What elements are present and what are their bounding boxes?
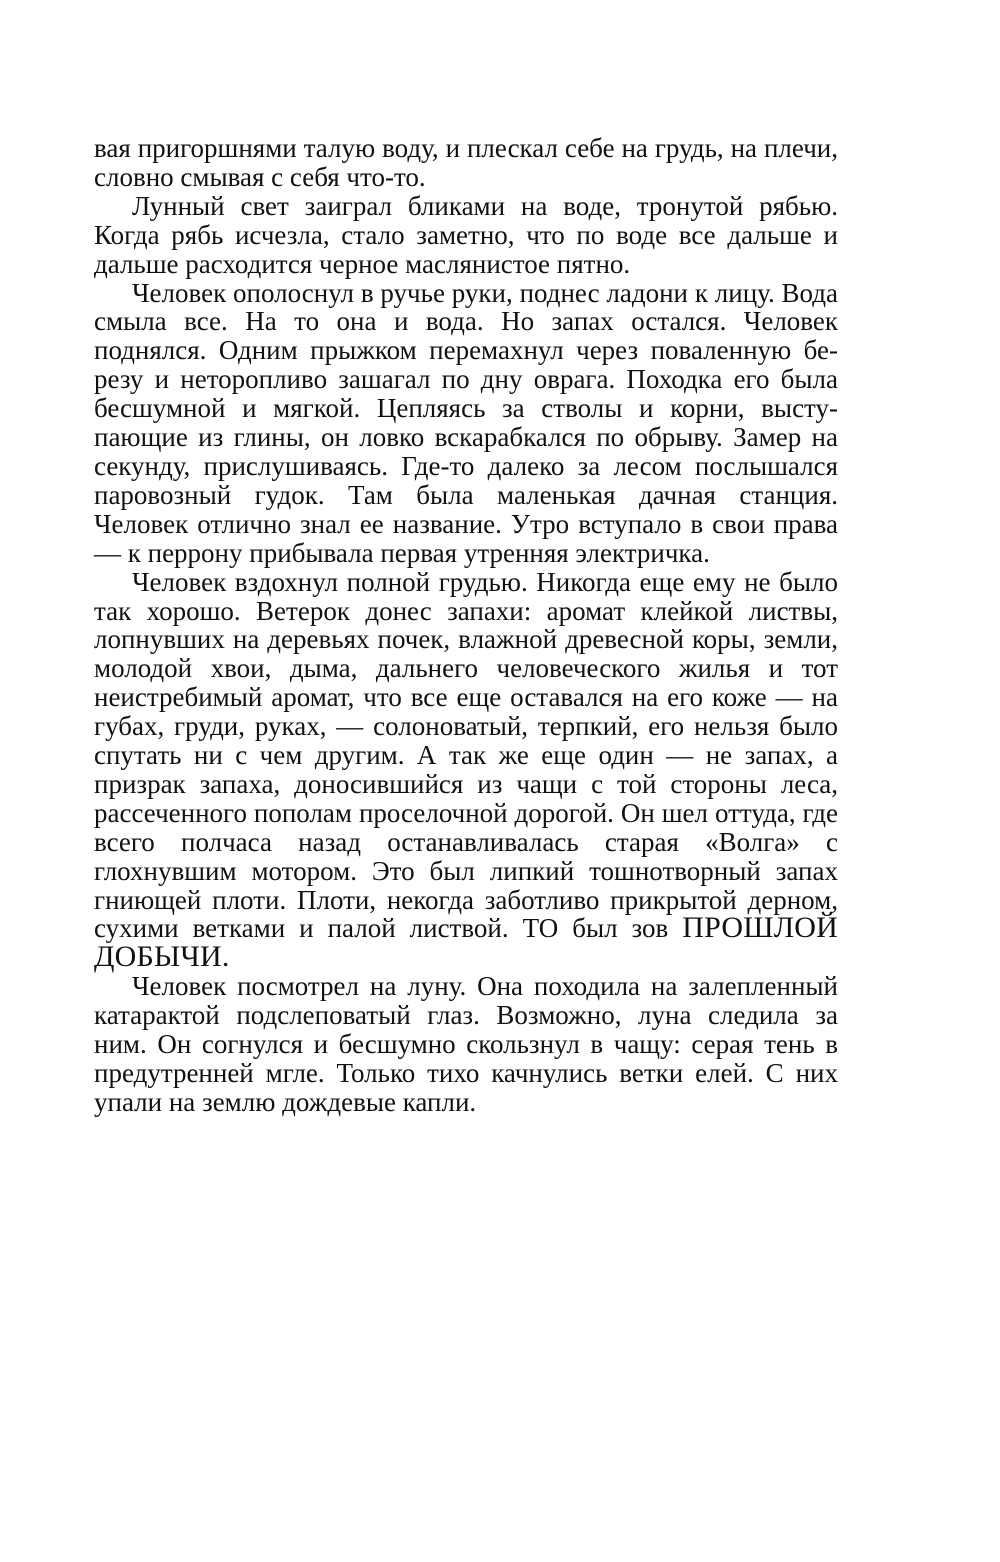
page-text bbox=[94, 134, 838, 1117]
paragraph-4-caps: ПРОШЛОЙ ДОБЫЧИ. bbox=[94, 911, 839, 974]
paragraph-4 bbox=[94, 568, 838, 973]
paragraph-3: Человек ополоснул в ручье руки, поднес ладони к лицу. Вода смыла все. На то она и вода. Но запах остался. Человек поднялся. Одним прыжком перемахнул через поваленную березу и неторопливо зашагал по дну оврага. Походка его была бесшумной и мягкой. Цепляясь за стволы и корни, выступающие из глины, он ловко вскарабкался по обрыву. Замер на секунду, прислушиваясь. Где-то далеко за лесом послышался паровозный гудок. Там была маленькая дачная станция. Человек отлично знал ее название. Утро вступало в свои права — к перрону прибывала первая утренняя электричка. bbox=[94, 277, 838, 568]
paragraph-1: вая пригоршнями талую воду, и плескал себе на грудь, на плечи, словно смывая с себя что-то. bbox=[94, 133, 838, 192]
paragraph-4-text: Человек вздохнул полной грудью. Никогда еще ему не было так хорошо. Ветерок донес запахи: аромат клейкой листвы, лопнувших на деревьях почек, влажной древесной коры, земли, молодой хвои, дыма, дальнего человеческого жилья и тот неистребимый аромат, что все еще оставался на его коже — на губах, груди, руках, — солоноватый, терпкий, его нельзя было спутать ни с чем другим. А так же еще один — не запах, а призрак запаха, доносившийся из чащи с той стороны леса, рассеченного пополам проселочной дорогой. Он шел оттуда, где всего полчаса назад останавливалась старая «Волга» с глохнувшим мотором. Это был липкий тошнотворный запах гниющей плоти. Плоти, некогда заботливо прикрытой дерном, сухими ветками и палой листвой. ТО был зов bbox=[94, 566, 838, 944]
paragraph-5: Человек посмотрел на луну. Она походила на залепленный катарактой подслеповатый глаз. Возможно, луна следила за ним. Он согнулся и бесшумно скользнул в чащу: серая тень в предутренней мгле. Только тихо качнулись ветки елей. С них упали на землю дождевые капли. bbox=[94, 971, 838, 1117]
paragraph-2: Лунный свет заиграл бликами на воде, тронутой рябью. Когда рябь исчезла, стало заметно, что по воде все дальше и дальше расходится черное маслянистое пятно. bbox=[94, 190, 838, 279]
